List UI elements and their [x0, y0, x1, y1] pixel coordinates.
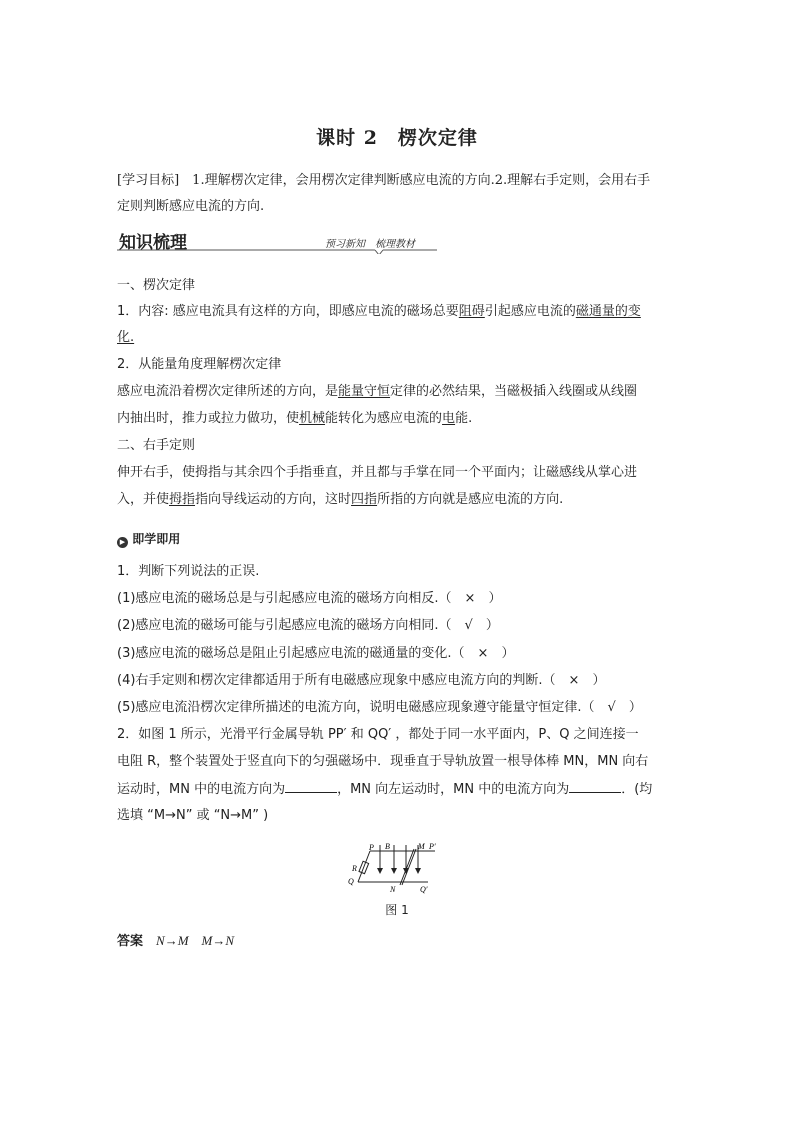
q1-stem: 1．判断下列说法的正误.: [117, 564, 260, 579]
answer-line: [117, 932, 234, 951]
answer-label: 答案: [117, 934, 144, 949]
part2-heading: 二、右手定则: [117, 438, 196, 453]
answer-blank-1: [285, 780, 337, 793]
answer-value: N→M M→N: [156, 933, 235, 948]
figure-caption: 图 1: [385, 903, 409, 917]
label-N: N: [390, 885, 396, 894]
label-P-prime: P′: [429, 842, 436, 851]
section-banner: [117, 228, 437, 254]
answer-flux-change: 磁通量的变: [575, 304, 641, 319]
play-circle-icon: ▶: [117, 537, 128, 548]
part1-content: 1．内容: 感应电流具有这样的方向，即感应电流的磁场总要阻碍引起感应电流的磁通量的变: [117, 304, 641, 319]
label-M: M: [418, 842, 425, 851]
q1-item-5: (5)感应电流沿楞次定律所描述的电流方向，说明电磁感应现象遵守能量守恒定律.（ √ ）: [117, 700, 642, 715]
label-Q: Q: [348, 877, 354, 886]
banner-underline: [117, 228, 437, 254]
label-R: R: [352, 864, 357, 873]
part1-heading: 一、楞次定律: [117, 278, 196, 293]
q1-item-3: (3)感应电流的磁场总是阻止引起感应电流的磁通量的变化.（ × ）: [117, 646, 515, 661]
q2-line-2: 电阻 R，整个装置处于竖直向下的匀强磁场中．现垂直于导轨放置一根导体棒 MN，MN 向右: [117, 754, 649, 769]
figure-1-rails-diagram: [340, 840, 440, 896]
q1-item-2: (2)感应电流的磁场可能与引起感应电流的磁场方向相同.（ √ ）: [117, 618, 499, 633]
section-banner-subtitle: 预习新知 梳理教材: [325, 239, 415, 250]
page-title: 课时 2 楞次定律: [316, 127, 478, 149]
objectives-label: [学习目标]: [117, 173, 180, 188]
part2-line-2: 入，并使拇指指向导线运动的方向，这时四指所指的方向就是感应电流的方向.: [117, 492, 564, 507]
objectives-line-2: 定则判断感应电流的方向.: [117, 199, 265, 214]
practice-heading: ▶ 即学即用: [117, 530, 180, 548]
q1-item-4: (4)右手定则和楞次定律都适用于所有电磁感应现象中感应电流方向的判断.（ × ）: [117, 673, 606, 688]
label-Q-prime: Q′: [420, 885, 428, 894]
q2-line-1: 2．如图 1 所示，光滑平行金属导轨 PP′ 和 QQ′ ，都处于同一水平面内，P、Q 之间连接一: [117, 727, 639, 742]
part1-energy-1: 感应电流沿着楞次定律所述的方向，是能量守恒定律的必然结果，当磁极插入线圈或从线圈: [117, 384, 638, 399]
part1-content-cont: 化.: [117, 330, 135, 345]
section-banner-title: 知识梳理: [119, 233, 187, 253]
part1-energy-2: 内抽出时，推力或拉力做功，使机械能转化为感应电流的电能.: [117, 411, 473, 426]
label-P: P: [369, 843, 374, 852]
part1-energy-heading: 2．从能量角度理解楞次定律: [117, 357, 282, 372]
q2-line-4: 选填 “M→N” 或 “N→M” ): [117, 808, 269, 823]
part2-line-1: 伸开右手，使拇指与其余四个手指垂直，并且都与手掌在同一个平面内；让磁感线从掌心进: [117, 465, 638, 480]
answer-zuai: 阻碍: [458, 304, 485, 319]
q1-item-1: (1)感应电流的磁场总是与引起感应电流的磁场方向相反.（ × ）: [117, 591, 502, 606]
objectives-line-1: [学习目标] 1.理解楞次定律，会用楞次定律判断感应电流的方向.2.理解右手定则，会用右手: [117, 173, 651, 188]
label-B: B: [385, 842, 390, 851]
q2-line-3: 运动时，MN 中的电流方向为 ，MN 向左运动时，MN 中的电流方向为 ．(均: [117, 782, 653, 797]
answer-blank-2: [569, 780, 621, 793]
